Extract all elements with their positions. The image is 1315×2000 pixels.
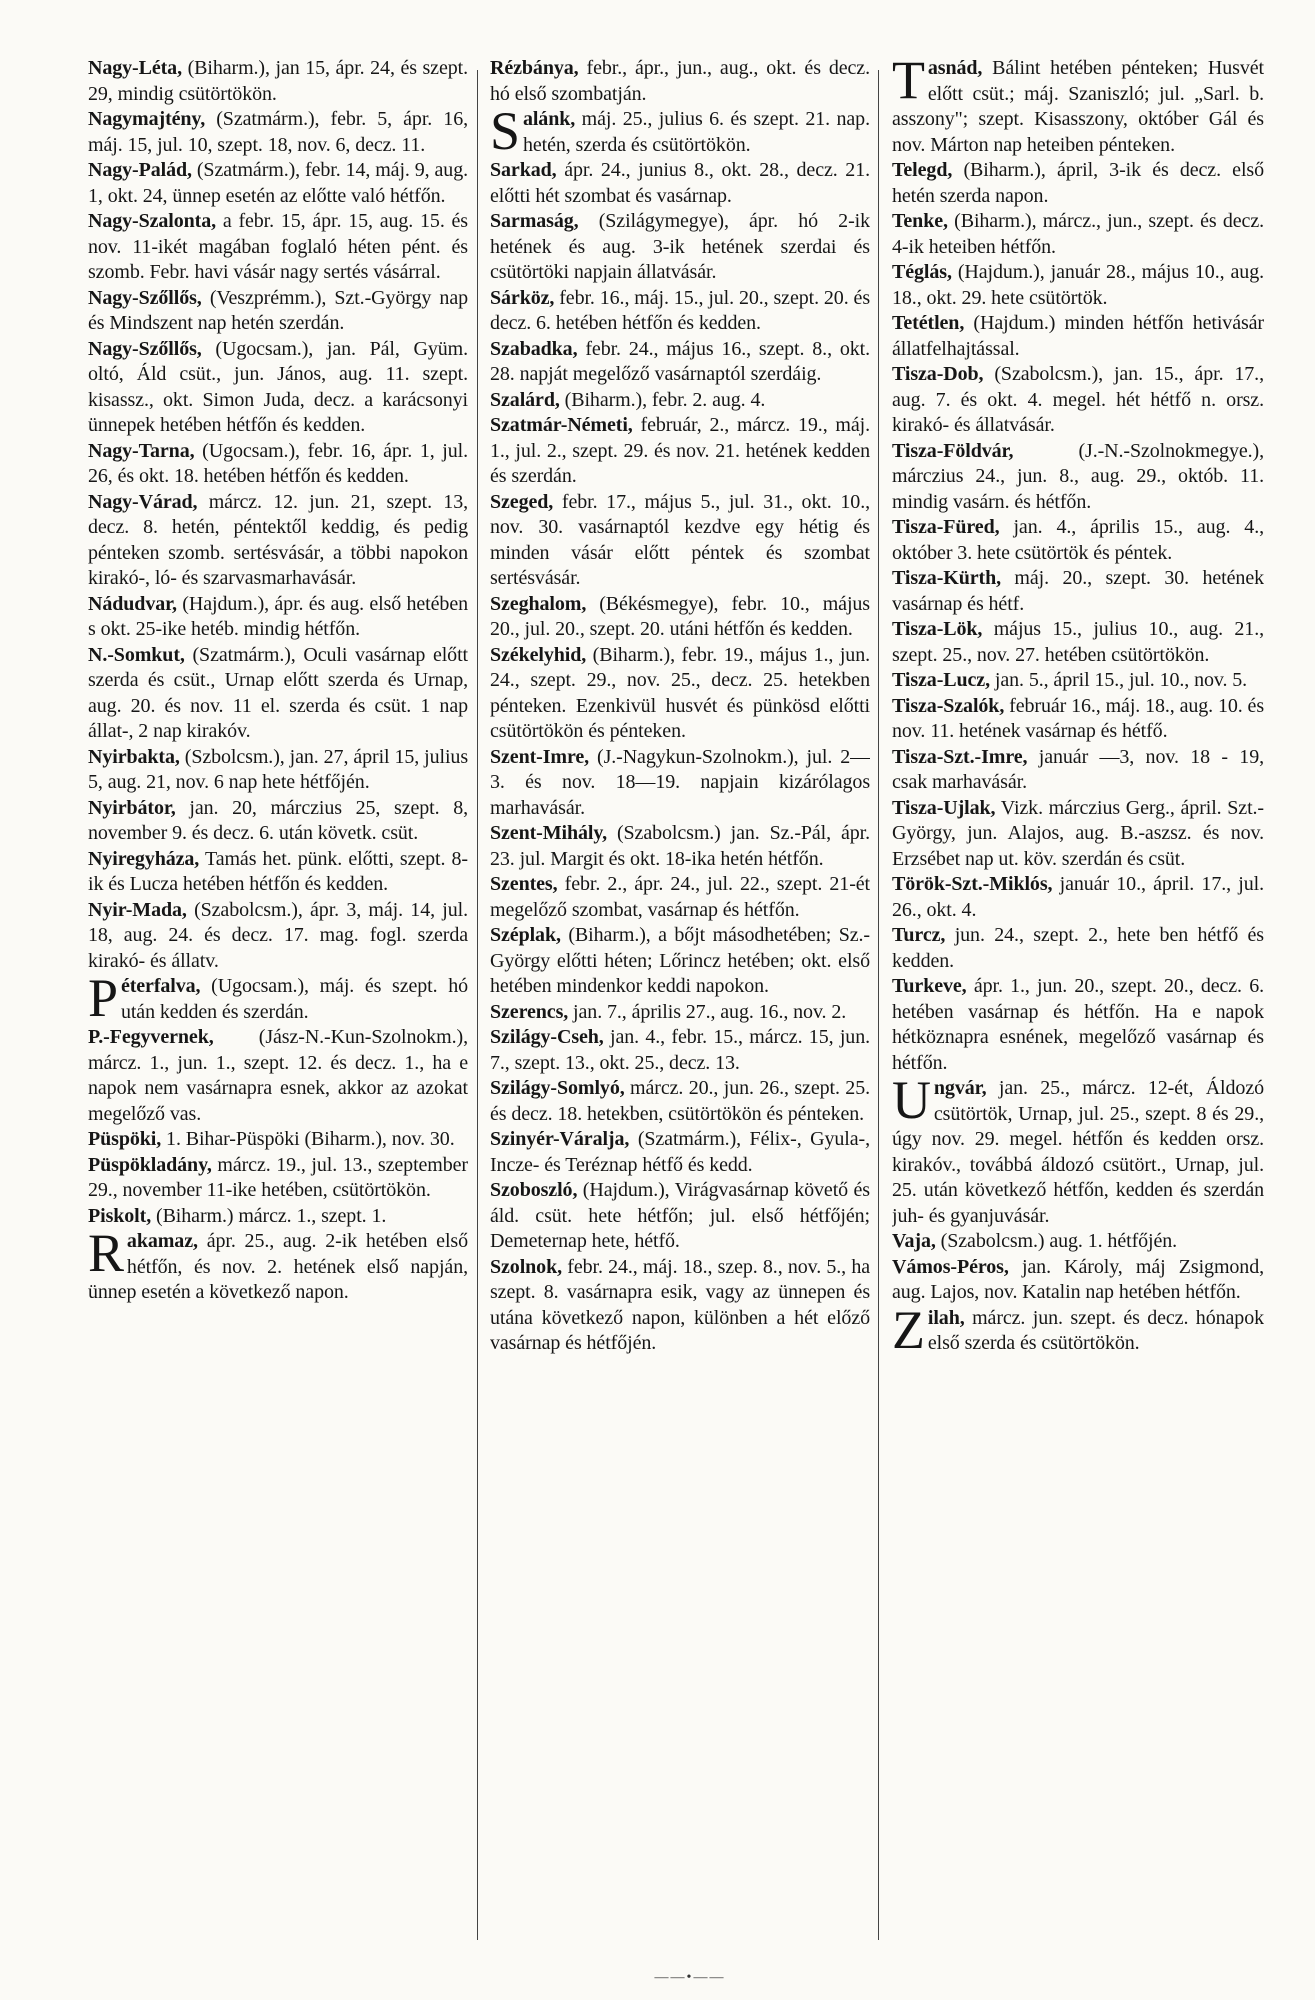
market-entry bbox=[88, 643, 468, 745]
town-name: Nagy-Szőllős, bbox=[88, 337, 202, 360]
market-entry bbox=[88, 1223, 468, 1306]
town-name: Tenke, bbox=[892, 210, 948, 232]
market-dates: febr., ápr., jun., aug., okt. és decz. hó első szombatján. bbox=[490, 57, 870, 105]
town-name: Szalárd, bbox=[490, 388, 560, 411]
market-entry bbox=[490, 1000, 870, 1026]
town-name: Tisza-Lucz, bbox=[892, 669, 990, 691]
market-dates: Tamás het. pünk. előtti, szept. 8-ik és Lucza hetében hétfőn és kedden. bbox=[88, 847, 468, 895]
market-entry bbox=[892, 1299, 1264, 1360]
market-dates: 1. Bihar-Püspöki (Biharm.), nov. 30. bbox=[161, 1128, 455, 1150]
market-dates: (Hajdum.), ápr. és aug. első hetében s okt. 25-ike hetéb. mindig hétfőn. bbox=[88, 592, 468, 640]
town-name: Tisza-Füred, bbox=[892, 516, 1000, 538]
market-dates: márcz. 19., jul. 13., szeptember 29., november 11-ike hetében, csütörtökön. bbox=[88, 1153, 468, 1201]
market-entry bbox=[892, 515, 1264, 566]
market-entry bbox=[88, 56, 468, 107]
town-name: Sarmaság, bbox=[490, 210, 579, 232]
town-name: Tisza-Lök, bbox=[892, 618, 983, 640]
market-entry bbox=[88, 592, 468, 643]
market-dates: ápr. 25., aug. 2-ik hetében első hétfőn, és nov. 2. hetének első napján, ünnep esetén a következő napon. bbox=[88, 1230, 468, 1303]
town-name: Turkeve, bbox=[892, 975, 967, 997]
market-entry bbox=[88, 847, 468, 898]
market-dates: máj. 20., szept. 30. hetének vasárnap és hétf. bbox=[892, 567, 1264, 615]
market-dates: a febr. 15, ápr. 15, aug. 15. és nov. 11-ikét magában foglaló héten pént. és szomb. Febr. havi vásár nagy sertés vásárral. bbox=[88, 210, 468, 283]
town-name: Székelyhid, bbox=[490, 643, 587, 666]
market-entry bbox=[88, 1153, 468, 1204]
town-name: Püspöki, bbox=[88, 1128, 162, 1150]
market-entry bbox=[490, 286, 870, 337]
town-name: Nagy-Tarna, bbox=[88, 439, 195, 462]
market-entry bbox=[892, 439, 1264, 516]
market-entry bbox=[88, 337, 468, 439]
market-entry bbox=[892, 923, 1264, 974]
market-dates: (Szbolcsm.), jan. 27, ápril 15, julius 5, aug. 21, nov. 6 nap hete hétfőjén. bbox=[88, 745, 468, 793]
market-entry bbox=[490, 158, 870, 209]
market-entry bbox=[490, 1025, 870, 1076]
market-entry bbox=[490, 872, 870, 923]
town-name: Török-Szt.-Miklós, bbox=[892, 873, 1053, 895]
market-dates: (Szabolcsm.), jan. 15., ápr. 17., aug. 7. és okt. 4. megel. hét hétfő n. orsz. kirakó- és állatvásár. bbox=[892, 363, 1264, 436]
initial-letter: Z bbox=[892, 1299, 925, 1360]
market-dates: (Szatmárm.), Félix-, Gyula-, Incze- és Teréznap hétfő és kedd. bbox=[490, 1128, 870, 1176]
town-name: Vaja, bbox=[892, 1230, 936, 1252]
market-dates: Bálint hetében pénteken; Husvét előtt csüt.; máj. Szaniszló; jul. „Sarl. b. asszony"; szept. Kisasszony, október Gál és nov. Márton nap heteiben pénteken. bbox=[892, 57, 1264, 156]
market-entry bbox=[490, 923, 870, 1000]
market-dates: febr. 24., május 16., szept. 8., okt. 28. napját megelőző vasárnaptól szerdáig. bbox=[490, 337, 870, 385]
town-name: Telegd, bbox=[892, 159, 953, 181]
town-name: ngvár, bbox=[933, 1077, 987, 1099]
town-name: Szatmár-Németi, bbox=[490, 414, 633, 436]
town-name: Szeghalom, bbox=[490, 592, 587, 615]
town-name: Nagy-Palád, bbox=[88, 159, 192, 181]
town-name: Tisza-Szalók, bbox=[892, 694, 1005, 717]
market-dates: február, 2., márcz. 19., máj. 1., jul. 2., szept. 29. és nov. 21. hetének kedden és szerdán. bbox=[490, 414, 870, 487]
town-name: Nyir-Mada, bbox=[88, 898, 187, 921]
market-dates: (Veszprémm.), Szt.-György nap és Mindszent nap hetén szerdán. bbox=[88, 286, 468, 334]
town-name: Nagy-Várad, bbox=[88, 490, 198, 513]
town-name: Tetétlen, bbox=[892, 312, 965, 334]
market-entry bbox=[490, 337, 870, 388]
town-name: N.-Somkut, bbox=[88, 643, 185, 666]
market-dates: január 10., ápril. 17., jul. 26., okt. 4. bbox=[892, 873, 1264, 921]
market-dates: (Biharm.), febr. 19., május 1., jun. 24., szept. 29., nov. 25., decz. 25. hetekben pénteken. Ezenkivül husvét és pünkösd előtti csütörtökön és pénteken. bbox=[490, 643, 870, 742]
town-name: Szent-Imre, bbox=[490, 745, 590, 768]
market-dates: (Jász-N.-Kun-Szolnokm.), márcz. 1., jun. 1., szept. 12. és decz. 1., ha e napok nem vasárnapra esnek, akkor az azokat megelőző vas. bbox=[88, 1026, 468, 1125]
market-entry bbox=[490, 413, 870, 490]
town-name: asnád, bbox=[927, 57, 983, 79]
market-dates: márcz. 12. jun. 21, szept. 13, decz. 8. hetén, péntektől keddig, és pedig pénteken szomb. sertésvásár, a többi napokon kirakó-, ló- és szarvasmarhavásár. bbox=[88, 490, 468, 589]
market-entry bbox=[490, 101, 870, 161]
market-dates: (Szatmárm.), febr. 14, máj. 9, aug. 1, okt. 24, ünnep esetén az előtte való hétfőn. bbox=[88, 159, 468, 207]
town-name: Nyiregyháza, bbox=[88, 847, 200, 870]
market-dates: (Szatmárm.), Oculi vasárnap előtt szerda és csüt., Urnap előtt szerda és Urnap, aug. 20. és nov. 11 el. szerda és csüt. 1 nap állat-, 2 nap kirakóv. bbox=[88, 643, 468, 742]
market-entry bbox=[490, 1255, 870, 1357]
market-dates: febr. 24., máj. 18., szep. 8., nov. 5., ha szept. 8. vasárnapra esik, vagy az ünnepen és utána következő napon, különben a hét előző vasárnap és hétfőjén. bbox=[490, 1255, 870, 1354]
town-name: akamaz, bbox=[126, 1230, 198, 1252]
initial-letter: S bbox=[490, 101, 520, 161]
market-dates: febr. 2., ápr. 24., jul. 22., szept. 21-ét megelőző szombat, vasárnap és hétfőn. bbox=[490, 873, 870, 921]
market-dates: (Biharm.) márcz. 1., szept. 1. bbox=[151, 1204, 387, 1227]
market-entry bbox=[88, 898, 468, 975]
market-entry bbox=[88, 968, 468, 1028]
initial-letter: P bbox=[88, 968, 118, 1028]
town-name: Piskolt, bbox=[88, 1204, 152, 1227]
town-name: Tisza-Ujlak, bbox=[892, 796, 996, 819]
market-dates: (Hajdum.), Virágvasárnap követő és áld. csüt. hete hétfőn; jul. első hétfőjén; Demeternap hete, hétfő. bbox=[490, 1179, 870, 1252]
town-name: Szent-Mihály, bbox=[490, 822, 608, 844]
market-dates: ápr. 1., jun. 20., szept. 20., decz. 6. hetében vasárnap és hétfőn. Ha e napok hétköznapra esnének, megelőző vasárnap és hétfőn. bbox=[892, 975, 1264, 1074]
town-name: Szerencs, bbox=[490, 1000, 569, 1023]
market-entry bbox=[892, 56, 1264, 158]
market-dates: (J.-Nagykun-Szolnokm.), jul. 2—3. és nov. 18—19. napjain kizárólagos marhavásár. bbox=[490, 745, 870, 819]
town-name: Szoboszló, bbox=[490, 1179, 578, 1201]
market-entry bbox=[490, 1127, 870, 1178]
market-entry bbox=[892, 668, 1264, 694]
town-name: Sárköz, bbox=[490, 286, 555, 309]
town-name: Széplak, bbox=[490, 924, 561, 946]
market-dates: jun. 24., szept. 2., hete ben hétfő és kedden. bbox=[892, 924, 1264, 972]
market-entry bbox=[88, 439, 468, 490]
town-name: Püspökladány, bbox=[88, 1153, 212, 1176]
market-dates: (Ugocsam.), febr. 16, ápr. 1, jul. 26, és okt. 18. hetében hétfőn és kedden. bbox=[88, 439, 468, 487]
market-entry bbox=[88, 1025, 468, 1127]
town-name: Nyirbakta, bbox=[88, 745, 180, 768]
town-name: Turcz, bbox=[892, 924, 946, 946]
market-entry bbox=[892, 1070, 1264, 1229]
market-entry bbox=[892, 974, 1264, 1076]
town-name: alánk, bbox=[522, 108, 576, 130]
market-entry bbox=[892, 158, 1264, 209]
market-dates: február 16., máj. 18., aug. 10. és nov. 11. hetének vasárnap és hétfő. bbox=[892, 694, 1264, 742]
market-dates: márcz. jun. szept. és decz. hónapok első szerda és csütörtökön. bbox=[927, 1306, 1264, 1354]
market-dates: (Ugocsam.), jan. Pál, Gyüm. oltó, Áld csüt., jun. János, aug. 11. szept. kisassz., okt. Simon Juda, decz. a karácsonyi ünnepek hetében hétfőn és kedden. bbox=[88, 337, 468, 436]
town-name: Szentes, bbox=[490, 873, 558, 895]
market-entry bbox=[88, 209, 468, 286]
town-name: Nagy-Léta, bbox=[88, 57, 182, 79]
market-dates: ápr. 24., junius 8., okt. 28., decz. 21. előtti hét szombat és vasárnap. bbox=[490, 159, 870, 207]
market-dates: márcz. 20., jun. 26., szept. 25. és decz. 18. hetekben, csütörtökön és pénteken. bbox=[490, 1077, 870, 1125]
town-name: Nyirbátor, bbox=[88, 796, 176, 819]
market-entry bbox=[490, 490, 870, 592]
town-name: Tisza-Kürth, bbox=[892, 567, 1001, 589]
market-dates: máj. 25., julius 6. és szept. 21. nap. hetén, szerda és csütörtökön. bbox=[522, 108, 870, 156]
market-entry bbox=[892, 362, 1264, 439]
market-entry bbox=[88, 1127, 468, 1153]
town-name: ilah, bbox=[927, 1306, 965, 1329]
market-dates: (Biharm.), jan 15, ápr. 24, és szept. 29, mindig csütörtökön. bbox=[88, 57, 468, 105]
market-entry bbox=[892, 796, 1264, 873]
market-entry bbox=[892, 1229, 1264, 1255]
column-3 bbox=[892, 56, 1264, 1981]
market-dates: (Hajdum.) minden hétfőn hetivásár állatfelhajtással. bbox=[892, 312, 1264, 360]
market-dates: (Békésmegye), febr. 10., május 20., jul. 20., szept. 20. utáni hétfőn és kedden. bbox=[490, 592, 870, 640]
market-entry bbox=[892, 617, 1264, 668]
market-entry bbox=[490, 56, 870, 107]
town-name: Téglás, bbox=[892, 261, 952, 283]
town-name: Tisza-Szt.-Imre, bbox=[892, 745, 1028, 768]
market-dates: (Hajdum.), január 28., május 10., aug. 18., okt. 29. hete csütörtök. bbox=[892, 261, 1264, 309]
market-dates: május 15., julius 10., aug. 21., szept. 25., nov. 27. hetében csütörtökön. bbox=[892, 618, 1264, 666]
column-1 bbox=[88, 56, 468, 1981]
market-dates: (Biharm.), febr. 2. aug. 4. bbox=[559, 388, 766, 411]
market-entry bbox=[88, 490, 468, 592]
market-dates: jan. 4., febr. 15., márcz. 15, jun. 7., szept. 13., okt. 25., decz. 13. bbox=[490, 1026, 870, 1074]
market-dates: (J.-N.-Szolnokmegye.), márczius 24., jun. 8., aug. 29., októb. 11. mindig vasárn. és hétfőn. bbox=[892, 439, 1264, 513]
town-name: Vámos-Péros, bbox=[892, 1255, 1009, 1278]
market-dates: (Biharm.), ápril, 3-ik és decz. első hetén szerda napon. bbox=[892, 159, 1264, 207]
town-name: Szabadka, bbox=[490, 337, 578, 360]
market-entry bbox=[88, 1204, 468, 1230]
initial-letter: R bbox=[88, 1223, 124, 1283]
market-dates: jan. Károly, máj Zsigmond, aug. Lajos, nov. Katalin nap hetében hétfőn. bbox=[892, 1255, 1264, 1303]
market-entry bbox=[88, 158, 468, 209]
town-name: Szilágy-Somlyó, bbox=[490, 1077, 625, 1099]
town-name: Tisza-Földvár, bbox=[892, 439, 1014, 462]
market-entry bbox=[490, 1178, 870, 1255]
market-entry bbox=[88, 107, 468, 158]
market-entry bbox=[892, 260, 1264, 311]
town-name: Rézbánya, bbox=[490, 57, 579, 79]
market-entry bbox=[892, 745, 1264, 796]
market-entry bbox=[892, 872, 1264, 923]
column-2 bbox=[490, 56, 870, 1981]
market-dates: (Szatmárm.), febr. 5, ápr. 16, máj. 15, jul. 10, szept. 18, nov. 6, decz. 11. bbox=[88, 108, 468, 156]
market-entry bbox=[490, 388, 870, 414]
market-entry bbox=[88, 745, 468, 796]
column-divider bbox=[878, 70, 879, 1940]
market-dates: január —3, nov. 18 - 19, csak marhavásár. bbox=[892, 745, 1264, 793]
town-name: Tisza-Dob, bbox=[892, 363, 984, 385]
town-name: Szolnok, bbox=[490, 1255, 563, 1278]
market-dates: (Biharm.), a bőjt másodhetében; Sz.-György előtti héten; Lőrincz hetében; okt. első hetében mindenkor keddi napokon. bbox=[490, 924, 870, 997]
market-entry bbox=[892, 209, 1264, 260]
market-entry bbox=[892, 311, 1264, 362]
town-name: Nagy-Szalonta, bbox=[88, 210, 217, 232]
market-dates: febr. 17., május 5., jul. 31., okt. 10., nov. 30. vasárnaptól kezdve egy hétig és minden vásár előtt péntek és szombat sertésvásár. bbox=[490, 490, 870, 589]
market-entry bbox=[490, 592, 870, 643]
town-name: Szilágy-Cseh, bbox=[490, 1026, 604, 1048]
market-dates: (Szilágymegye), ápr. hó 2-ik hetének és aug. 3-ik hetének szerdai és csütörtöki napjain állatvásár. bbox=[490, 210, 870, 283]
market-dates: (Szabolcsm.) aug. 1. hétfőjén. bbox=[935, 1230, 1178, 1252]
market-entry bbox=[490, 745, 870, 822]
town-name: Szeged, bbox=[490, 490, 554, 513]
town-name: Nádudvar, bbox=[88, 592, 177, 615]
market-dates: jan. 25., márcz. 12-ét, Áldozó csütörtök, Urnap, jul. 25., szept. 8 és 29., úgy nov. 29. megel. hétfőn és kedden orsz. kirakóv., továbbá áldozó csütört., Urnap, jul. 25. után következő hétfőn, kedden és szerdán juh- és gyanjuvásár. bbox=[892, 1077, 1264, 1227]
market-entry bbox=[490, 209, 870, 286]
market-dates: Vizk. márczius Gerg., ápril. Szt.-György, jun. Alajos, aug. B.-aszsz. és nov. Erzsébet nap ut. köv. szerdán és csüt. bbox=[892, 796, 1264, 870]
market-entry bbox=[88, 286, 468, 337]
market-dates: jan. 5., ápril 15., jul. 10., nov. 5. bbox=[989, 669, 1248, 691]
initial-letter: U bbox=[892, 1070, 931, 1130]
market-entry bbox=[892, 566, 1264, 617]
market-entry bbox=[892, 694, 1264, 745]
market-entry bbox=[490, 1076, 870, 1127]
market-dates: (Ugocsam.), máj. és szept. hó után kedden és szerdán. bbox=[120, 975, 468, 1023]
town-name: Sarkad, bbox=[490, 159, 557, 181]
market-dates: jan. 4., április 15., aug. 4., október 3. hete csütörtök és péntek. bbox=[892, 516, 1264, 564]
town-name: éterfalva, bbox=[120, 975, 201, 997]
end-ornament: ——•—— bbox=[654, 1970, 726, 1985]
initial-letter: T bbox=[892, 56, 925, 110]
market-dates: febr. 16., máj. 15., jul. 20., szept. 20. és decz. 6. hetében hétfőn és kedden. bbox=[490, 286, 870, 334]
market-dates: (Biharm.), márcz., jun., szept. és decz. 4-ik heteiben hétfőn. bbox=[892, 210, 1264, 258]
column-divider bbox=[477, 70, 478, 1940]
market-dates: (Szabolcsm.), ápr. 3, máj. 14, jul. 18, aug. 24. és decz. 17. mag. fogl. szerda kirakó- és állatv. bbox=[88, 898, 468, 972]
market-entry bbox=[490, 643, 870, 745]
town-name: P.-Fegyvernek, bbox=[88, 1026, 214, 1048]
town-name: Nagy-Szőllős, bbox=[88, 286, 202, 309]
market-entry bbox=[490, 821, 870, 872]
market-entry bbox=[892, 1255, 1264, 1306]
market-dates: jan. 20, márczius 25, szept. 8, november 9. és decz. 6. után követk. csüt. bbox=[88, 796, 468, 844]
market-entry bbox=[88, 796, 468, 847]
market-dates: (Szabolcsm.) jan. Sz.-Pál, ápr. 23. jul. Margit és okt. 18-ika hetén hétfőn. bbox=[490, 822, 870, 870]
town-name: Nagymajtény, bbox=[88, 108, 206, 130]
market-dates: jan. 7., április 27., aug. 16., nov. 2. bbox=[568, 1000, 847, 1023]
town-name: Szinyér-Váralja, bbox=[490, 1128, 630, 1150]
